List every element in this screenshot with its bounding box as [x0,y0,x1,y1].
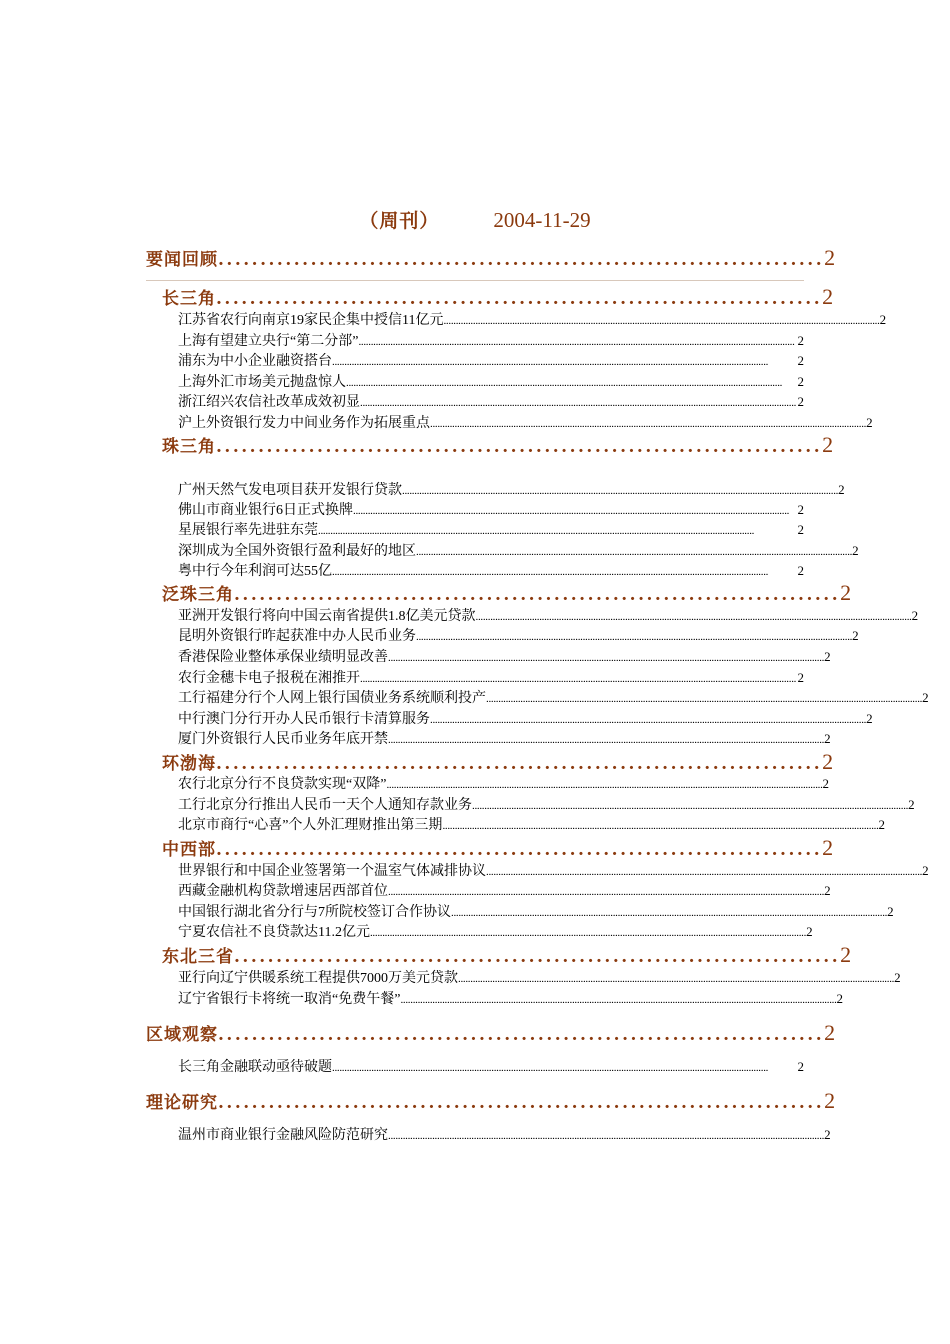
toc-entry-title: 西藏金融机构贷款增速居西部首位 [178,884,388,899]
toc-page-number: 2 [822,432,834,457]
dot-leader: ........................................................................ [234,947,841,967]
dot-leader: .................................................................................................................................................................................. [360,397,797,409]
dot-leader: ........................................................................ [218,250,825,270]
toc-entry[interactable] [178,880,831,900]
dot-leader: .................................................................................................................................................................................. [388,652,825,664]
dot-leader: .................................................................................................................................................................................. [386,779,823,791]
toc-entry-title: 厦门外资银行人民币业务年底开禁 [178,732,388,747]
toc-entry[interactable] [178,814,886,834]
toc-subsection-bohai-rim[interactable] [162,749,834,775]
toc-page-number: 2 [822,749,834,774]
toc-page-number: 2 [822,835,834,860]
toc-subsection-title: 珠三角 [162,437,216,457]
toc-page-number: 2 [824,1020,836,1045]
toc-page-number: 2 [797,353,804,368]
dot-leader: .................................................................................................................................................................................. [388,886,825,898]
toc-subsection-central-west[interactable] [162,835,834,861]
dot-leader: .................................................................................................................................................................................. [332,1062,769,1074]
toc-entry[interactable] [178,330,804,350]
toc-page-number: 2 [824,731,831,746]
dot-leader: .................................................................................................................................................................................. [486,693,923,705]
dot-leader: .................................................................................................................................................................................. [346,377,783,389]
toc-entry[interactable] [178,391,804,411]
toc-entry[interactable] [178,860,929,880]
toc-page-number: 2 [852,543,859,558]
periodical-label: （周刊） [359,211,440,232]
toc-entry-title: 农行金穗卡电子报税在湘推开 [178,671,360,686]
toc-entry[interactable] [178,412,873,432]
toc-entry[interactable] [178,901,894,921]
toc-entry[interactable] [178,921,813,941]
toc-entry[interactable] [178,309,887,329]
toc-entry[interactable] [178,794,915,814]
toc-subsection-title: 环渤海 [162,754,216,774]
toc-entry[interactable] [178,967,901,987]
dot-leader: .................................................................................................................................................................................. [388,1130,825,1142]
toc-page-number: 2 [879,312,887,327]
toc-entry-title: 长三角金融联动亟待破题 [178,1060,332,1075]
toc-entry-title: 辽宁省银行卡将统一取消“免费午餐” [178,992,401,1007]
dot-leader: .................................................................................................................................................................................. [430,714,867,726]
toc-page-number: 2 [866,711,873,726]
toc-page-number: 2 [840,942,852,967]
toc-entry[interactable] [178,350,804,370]
toc-entry[interactable] [178,687,929,707]
toc-entry-title: 上海外汇市场美元抛盘惊人 [178,375,346,390]
toc-entry[interactable] [178,605,919,625]
toc-entry-title: 浙江绍兴农信社改革成效初显 [178,395,360,410]
dot-leader: .................................................................................................................................................................................. [318,525,755,537]
toc-page-number: 2 [908,797,915,812]
toc-page-number: 2 [797,333,804,348]
dot-leader: .................................................................................................................................................................................. [472,800,909,812]
dot-leader: .................................................................................................................................................................................. [443,315,880,327]
toc-page-number: 2 [822,284,834,309]
toc-subsection-pearl-delta[interactable] [162,432,834,458]
toc-page-number: 2 [878,817,886,832]
toc-entry-title: 浦东为中小企业融资搭台 [178,354,332,369]
toc-page-number: 2 [797,1059,804,1074]
dot-leader: .................................................................................................................................................................................. [416,546,853,558]
toc-entry-title: 农行北京分行不良贷款实现“双降” [178,777,387,792]
toc-entry[interactable] [178,371,804,391]
toc-page-number: 2 [797,563,804,578]
toc-entry[interactable] [178,499,804,519]
dot-leader: .................................................................................................................................................................................. [442,820,879,832]
toc-entry-title: 江苏省农行向南京19家民企集中授信11亿元 [178,313,444,328]
dot-leader: ........................................................................ [218,1093,825,1113]
dot-leader: ........................................................................ [216,840,823,860]
divider [146,280,804,281]
toc-entry[interactable] [178,1124,831,1144]
toc-entry-title: 昆明外资银行昨起获准中办人民币业务 [178,629,416,644]
toc-entry-title: 上海有望建立央行“第二分部” [178,334,359,349]
toc-entry-title: 香港保险业整体承保业绩明显改善 [178,650,388,665]
toc-page-number: 2 [806,924,813,939]
dot-leader: .................................................................................................................................................................................. [486,866,923,878]
dot-leader: .................................................................................................................................................................................. [358,336,795,348]
issue-date: 2004-11-29 [493,208,591,232]
toc-page-number: 2 [894,970,901,985]
dot-leader: .................................................................................................................................................................................. [369,927,807,939]
dot-leader: .................................................................................................................................................................................. [332,356,769,368]
toc-page-number: 2 [824,245,836,270]
toc-page-number: 2 [836,991,844,1006]
toc-entry-title: 工行北京分行推出人民币一天个人通知存款业务 [178,798,472,813]
dot-leader: .................................................................................................................................................................................. [353,505,790,517]
toc-page-number: 2 [824,1127,831,1142]
toc-entry-title: 沪上外资银行发力中间业务作为拓展重点 [178,416,430,431]
dot-leader: ........................................................................ [216,289,823,309]
dot-leader: ........................................................................ [218,1025,825,1045]
toc-page-number: 2 [922,690,929,705]
toc-entry[interactable] [178,519,804,539]
toc-entry-title: 中行澳门分行开办人民币银行卡清算服务 [178,712,430,727]
toc-page-number: 2 [797,670,804,685]
dot-leader: .................................................................................................................................................................................. [451,907,888,919]
toc-entry[interactable] [178,988,844,1008]
toc-subsection-northeast[interactable] [162,942,852,968]
toc-section-title: 区域观察 [146,1025,218,1045]
toc-entry[interactable] [178,667,804,687]
dot-leader: .................................................................................................................................................................................. [416,631,853,643]
toc-page-number: 2 [822,776,830,791]
dot-leader: .................................................................................................................................................................................. [332,566,769,578]
toc-subsection-yangtze-delta[interactable] [162,284,834,310]
toc-entry[interactable] [178,728,831,748]
toc-page-number: 2 [866,415,873,430]
dot-leader: .................................................................................................................................................................................. [402,485,839,497]
toc-page-number: 2 [838,482,845,497]
toc-entry[interactable] [178,773,830,793]
dot-leader: .................................................................................................................................................................................. [430,418,867,430]
toc-page-number: 2 [911,608,919,623]
toc-page-number: 2 [922,863,929,878]
toc-subsection-pan-pearl-delta[interactable] [162,580,852,606]
toc-entry[interactable] [178,646,831,666]
toc-entry[interactable] [178,540,859,560]
toc-section-title: 理论研究 [146,1093,218,1113]
toc-section-title: 要闻回顾 [146,250,218,270]
toc-subsection-title: 长三角 [162,289,216,309]
toc-entry-title: 宁夏农信社不良贷款达11.2亿元 [178,925,370,940]
dot-leader: .................................................................................................................................................................................. [400,994,837,1006]
toc-page-number: 2 [840,580,852,605]
toc-entry-title: 广州天然气发电项目获开发银行贷款 [178,483,402,498]
toc-entry[interactable] [178,560,804,580]
toc-entry-title: 亚行向辽宁供暖系统工程提供7000万美元贷款 [178,971,458,986]
toc-page-number: 2 [887,904,894,919]
toc-section-theory-research[interactable] [146,1088,836,1114]
toc-page-number: 2 [797,502,804,517]
dot-leader: ........................................................................ [216,754,823,774]
toc-entry-title: 工行福建分行个人网上银行国债业务系统顺利投产 [178,691,486,706]
toc-page-number: 2 [797,374,804,389]
toc-page-number: 2 [797,522,804,537]
toc-entry-title: 亚洲开发银行将向中国云南省提供1.8亿美元贷款 [178,609,476,624]
toc-entry[interactable] [178,625,859,645]
toc-page-number: 2 [852,628,859,643]
toc-subsection-title: 泛珠三角 [162,585,234,605]
toc-entry-title: 中国银行湖北省分行与7所院校签订合作协议 [178,905,451,920]
dot-leader: .................................................................................................................................................................................. [388,734,825,746]
toc-entry[interactable] [178,479,845,499]
toc-section-regional-watch[interactable] [146,1020,836,1046]
toc-subsection-title: 中西部 [162,840,216,860]
toc-page-number: 2 [797,394,804,409]
dot-leader: .................................................................................................................................................................................. [360,673,797,685]
dot-leader: ........................................................................ [234,585,841,605]
toc-section-news-review[interactable] [146,245,836,271]
toc-entry[interactable] [178,708,873,728]
toc-page-number: 2 [824,649,831,664]
dot-leader: .................................................................................................................................................................................. [458,973,895,985]
toc-entry-title: 佛山市商业银行6日正式换牌 [178,503,353,518]
toc-page-number: 2 [824,1088,836,1113]
dot-leader: .................................................................................................................................................................................. [475,611,912,623]
toc-entry-title: 粤中行今年利润可达55亿 [178,564,332,579]
toc-subsection-title: 东北三省 [162,947,234,967]
toc-entry-title: 深圳成为全国外资银行盈利最好的地区 [178,544,416,559]
toc-page-number: 2 [824,883,831,898]
toc-entry-title: 北京市商行“心喜”个人外汇理财推出第三期 [178,818,443,833]
toc-entry-title: 星展银行率先进驻东莞 [178,523,318,538]
toc-entry-title: 温州市商业银行金融风险防范研究 [178,1128,388,1143]
toc-entry[interactable] [178,1056,804,1076]
dot-leader: ........................................................................ [216,437,823,457]
toc-entry-title: 世界银行和中国企业签署第一个温室气体减排协议 [178,864,486,879]
